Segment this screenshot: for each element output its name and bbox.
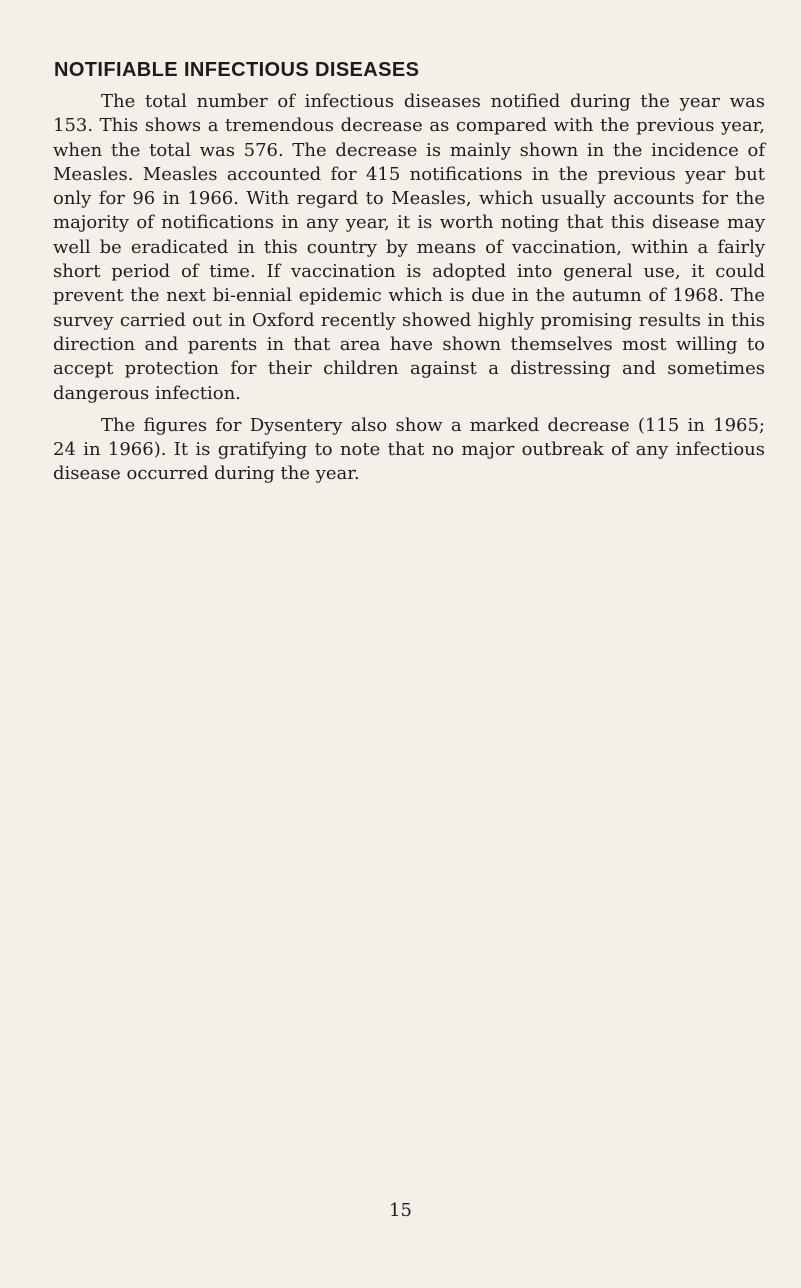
section-heading: NOTIFIABLE INFECTIOUS DISEASES (54, 59, 420, 81)
paragraph-dysentery: The figures for Dysentery also show a marked decrease (115 in 1965; 24 in 1966). It is gratifying to note that no major outbreak of any infectious disease occurred during the year. (53, 414, 765, 485)
document-page (53, 58, 765, 487)
page-number: 15 (389, 1200, 412, 1221)
paragraph-measles: The total number of infectious diseases notified during the year was 153. This shows a tremendous decrease as compared with the previous year, when the total was 576. The decrease is mainly shown in the incidence of Measles. Measles accounted for 415 notifications in the previous year but only for 96 in 1966. With regard to Measles, which usually accounts for the majority of notifications in any year, it is worth noting that this disease may well be eradicated in this country by means of vaccination, within a fairly short period of time. If vaccination is adopted into general use, it could prevent the next bi-ennial epidemic which is due in the autumn of 1968. The survey carried out in Oxford recently showed highly promising results in this direction and parents in that area have shown themselves most willing to accept protection for their children against a distressing and sometimes dangerous infection. (53, 91, 765, 404)
